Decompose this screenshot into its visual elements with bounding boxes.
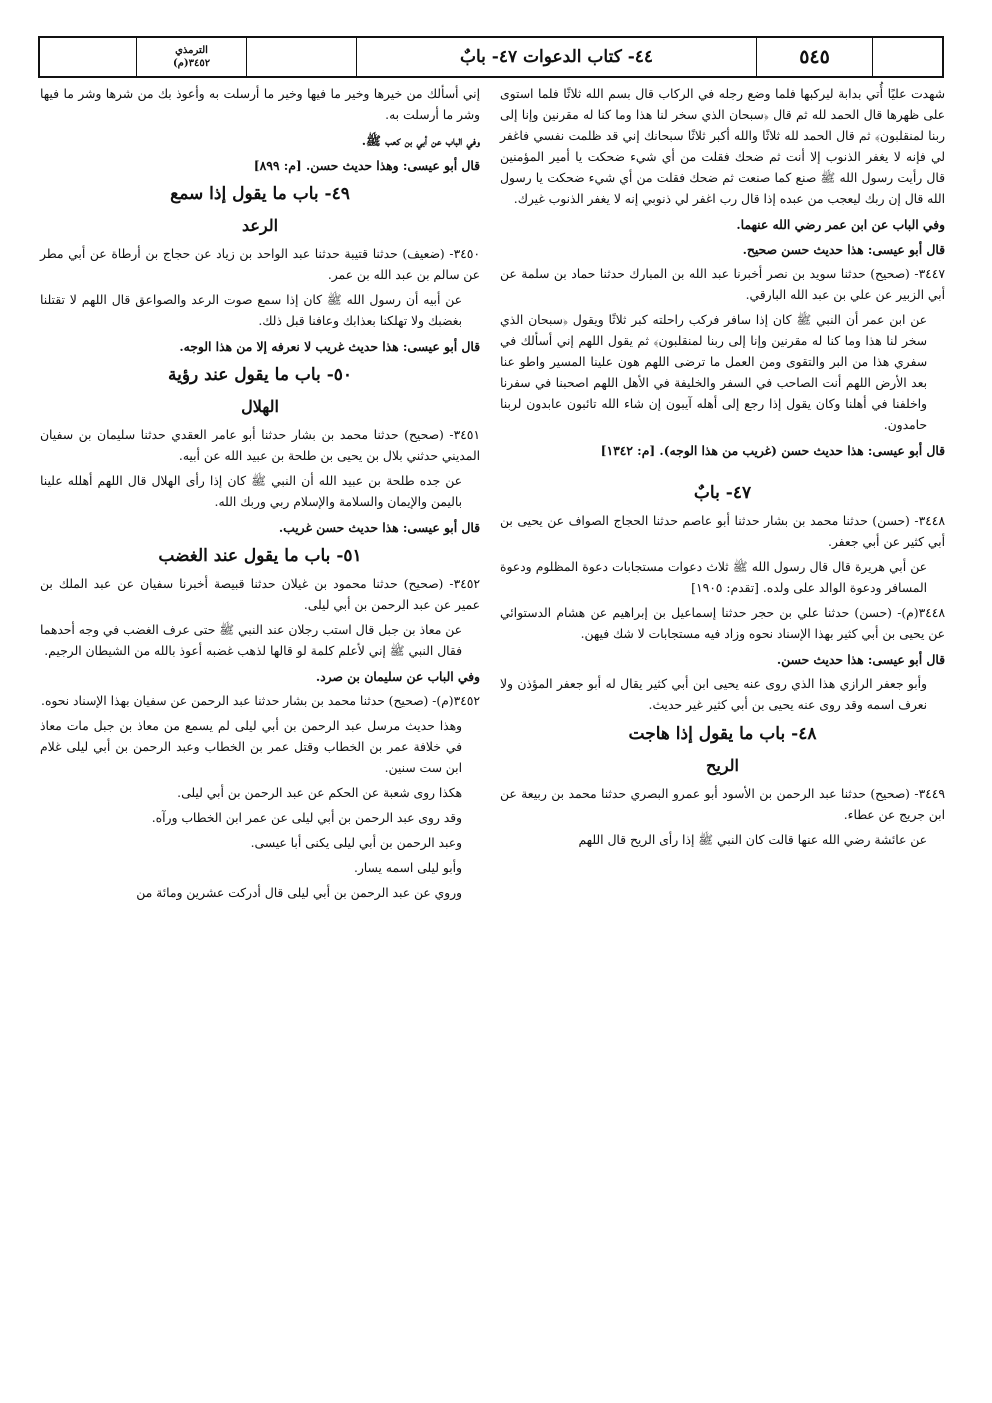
chapter-heading-48-cont: الريح	[706, 756, 739, 775]
hadith-3448-matn: عن أبي هريرة قال قال رسول الله ﷺ ثلاث دعوات مستجابات دعوة المظلوم ودعوة المسافر ودعوة الوالد على ولده. [تقدم: ١٩٠٥]	[500, 560, 927, 595]
paragraph: وروي عن عبد الرحمن بن أبي ليلى قال أدركت عشرين ومائة من	[136, 886, 462, 900]
hadith-3452m: ٣٤٥٢(م)- (صحيح) حدثنا محمد بن بشار حدثنا عبد الرحمن عن سفيان بهذا الإسناد نحوه.	[41, 694, 480, 708]
hadith-3451-matn: عن جده طلحة بن عبيد الله أن النبي ﷺ كان إذا رأى الهلال قال اللهم أهلله علينا باليمن والإيمان والسلامة والإسلام ربي وربك الله.	[40, 474, 462, 509]
hadith-3449-isnad: ٣٤٤٩- (صحيح) حدثنا عبد الرحمن بن الأسود أبو عمرو البصري حدثنا محمد بن ربيعة عن ابن جريج عن عطاء.	[500, 787, 945, 822]
paragraph: وقد روى عبد الرحمن بن أبي ليلى عن عمر ابن الخطاب ورآه.	[151, 811, 462, 825]
running-title: ٤٤- كتاب الدعوات ٤٧- بابٌ	[356, 38, 756, 76]
hadith-3452-isnad: ٣٤٥٢- (صحيح) حدثنا محمود بن غيلان حدثنا قبيصة أخبرنا سفيان عن عبد الملك بن عمير عن عبد الرحمن بن أبي ليلى.	[40, 577, 480, 612]
paragraph: وعبد الرحمن بن أبي ليلى يكنى أبا عيسى.	[250, 836, 462, 850]
abu-isa-grading: قال أبو عيسى: هذا حديث حسن غريب.	[278, 520, 480, 535]
chapter-heading-47: ٤٧- بابٌ	[693, 483, 752, 503]
chapter-heading-48: ٤٨- باب ما يقول إذا هاجت	[628, 724, 817, 744]
hadith-3450-matn: عن أبيه أن رسول الله ﷺ كان إذا سمع صوت الرعد والصواعق قال اللهم لا تقتلنا بغضبك ولا تهلكنا بعذابك وعافنا قبل ذلك.	[40, 293, 462, 328]
source-book: الترمذي	[175, 45, 208, 56]
abu-isa-grading: قال أبو عيسى: هذا حديث حسن (غريب من هذا الوجه). [م: ١٣٤٢]	[600, 443, 945, 458]
paragraph: شهدت عليًا أُتي بدابة ليركبها فلما وضع رجله في الركاب قال بسم الله ثلاثًا فلما استوى على ظهرها قال الحمد لله ثم قال ﴿سبحان الذي سخر لنا هذا وما كنا له مقرنين وإنا إلى ربنا لمنقلبون﴾ ثم قال الحمد لله ثلاثًا والله أكبر ثلاثًا سبحانك إني قد ظلمت نفسي فاغفر لي فإنه لا يغفر الذنوب إلا أنت ثم ضحك فقلت من أي شيء ضحكت يا أمير المؤمنين قال رأيت رسول الله ﷺ صنع كما صنعت ثم ضحك فقلت من أي شيء ضحكت يا رسول الله قال إن ربك ليعجب من عبده إذا قال رب اغفر لي ذنوبي إنه لا يغفر الذنوب غيرك.	[500, 87, 945, 206]
chapter-heading-51: ٥١- باب ما يقول عند الغضب	[158, 546, 362, 566]
right-column	[500, 84, 945, 855]
paragraph: هكذا روى شعبة عن الحكم عن عبد الرحمن بن أبي ليلى.	[177, 786, 462, 800]
left-column	[40, 84, 480, 908]
hadith-3447-isnad: ٣٤٤٧- (صحيح) حدثنا سويد بن نصر أخبرنا عبد الله بن المبارك حدثنا حماد بن سلمة عن أبي الزبير عن علي بن عبد الله البارقي.	[500, 267, 945, 302]
chapter-heading-50: ٥٠- باب ما يقول عند رؤية	[167, 365, 353, 385]
hadith-3448m: ٣٤٤٨(م)- (حسن) حدثنا علي بن حجر حدثنا إسماعيل بن إبراهيم عن هشام الدستوائي عن يحيى بن أبي كثير بهذا الإسناد نحوه وزاد فيه مستجابات لا شك فيهن.	[500, 606, 945, 641]
header-blank-cell	[872, 38, 942, 76]
hadith-3449-matn: عن عائشة رضي الله عنها قالت كان النبي ﷺ إذا رأى الريح قال اللهم	[578, 833, 927, 847]
source-hadith-range: ٣٤٥٢(م)	[172, 58, 211, 69]
header-blank-cell	[246, 38, 356, 76]
page-number: ٥٤٥	[756, 38, 872, 76]
page-header	[38, 36, 944, 78]
hadith-3450-isnad: ٣٤٥٠- (ضعيف) حدثنا قتيبة حدثنا عبد الواحد بن زياد عن حجاج بن أرطاة عن أبي مطر عن سالم بن عبد الله بن عمر.	[40, 247, 480, 282]
chapter-heading-49: ٤٩- باب ما يقول إذا سمع	[170, 184, 350, 204]
abu-isa-grading: قال أبو عيسى: وهذا حديث حسن. [م: ٨٩٩]	[253, 158, 480, 173]
fil-bab-note: وفي الباب عن أبي بن كعب ﷺ.	[361, 133, 480, 148]
paragraph: إني أسألك من خيرها وخير ما فيها وخير ما أرسلت به وأعوذ بك من شرها وشر ما فيها وشر ما أرسلت به.	[40, 87, 480, 122]
chapter-heading-49-cont: الرعد	[241, 216, 279, 235]
hadith-3452-matn: عن معاذ بن جبل قال استب رجلان عند النبي ﷺ حتى عرف الغضب في وجه أحدهما فقال النبي ﷺ إني لأعلم كلمة لو قالها لذهب غضبه أعوذ بالله من الشيطان الرجيم.	[40, 623, 462, 658]
chapter-heading-50-cont: الهلال	[241, 397, 279, 416]
abu-isa-grading: قال أبو عيسى: هذا حديث غريب لا نعرفه إلا من هذا الوجه.	[179, 339, 480, 354]
hadith-3451-isnad: ٣٤٥١- (صحيح) حدثنا محمد بن بشار حدثنا أبو عامر العقدي حدثنا سليمان بن سفيان المديني حدثني بلال بن يحيى بن طلحة بن عبيد الله عن أبيه.	[40, 428, 480, 463]
fil-bab-note: وفي الباب عن سليمان بن صرد.	[315, 669, 480, 684]
hadith-3447-matn: عن ابن عمر أن النبي ﷺ كان إذا سافر فركب راحلته كبر ثلاثًا ويقول ﴿سبحان الذي سخر لنا هذا وما كنا له مقرنين وإنا إلى ربنا لمنقلبون﴾ ثم يقول اللهم إني أسألك في سفري هذا من البر والتقوى ومن العمل ما ترضى اللهم هون علينا المسير واطو عنا بعد الأرض اللهم أنت الصاحب في السفر والخليفة في الأهل اللهم اصحبنا في سفرنا واخلفنا في أهلنا وكان يقول إذا رجع إلى أهله آيبون إن شاء الله تائبون عابدون لربنا حامدون.	[500, 313, 927, 432]
fil-bab-note: وفي الباب عن ابن عمر رضي الله عنهما.	[736, 217, 945, 232]
header-blank-cell	[40, 38, 136, 76]
source-reference	[136, 38, 246, 76]
paragraph: وأبو جعفر الرازي هذا الذي روى عنه يحيى ابن أبي كثير يقال له أبو جعفر المؤذن ولا نعرف اسمه وقد روى عنه يحيى بن أبي كثير غير حديث.	[500, 677, 927, 712]
hadith-3448-isnad: ٣٤٤٨- (حسن) حدثنا محمد بن بشار حدثنا أبو عاصم حدثنا الحجاج الصواف عن يحيى بن أبي كثير عن أبي جعفر.	[500, 514, 945, 549]
abu-isa-grading: قال أبو عيسى: هذا حديث حسن صحيح.	[742, 242, 945, 257]
abu-isa-grading: قال أبو عيسى: هذا حديث حسن.	[776, 652, 945, 667]
paragraph: وهذا حديث مرسل عبد الرحمن بن أبي ليلى لم يسمع من معاذ بن جبل مات معاذ في خلافة عمر بن الخطاب وقتل عمر بن الخطاب وعبد الرحمن بن أبي ليلى غلام ابن ست سنين.	[40, 719, 462, 775]
paragraph: وأبو ليلى اسمه يسار.	[353, 861, 462, 875]
